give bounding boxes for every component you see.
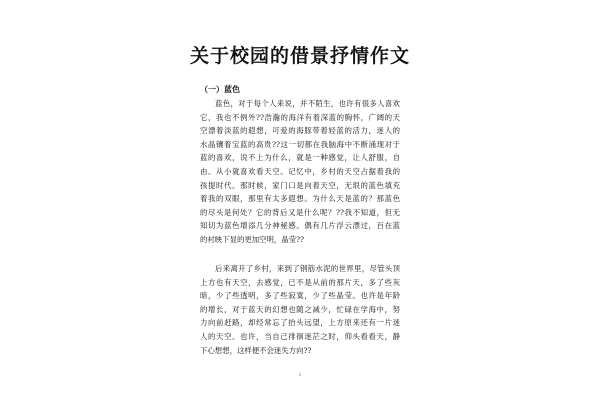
paragraph-line: 孩提时代。那时候，家门口是向着天空，无垠的蓝色填充 <box>200 180 400 190</box>
paragraph-line: 由。从小就喜欢看天空。记忆中，乡村的天空占据着我的 <box>200 166 400 176</box>
paragraph-line: 下心想想，这样便不会迷失方向?? <box>200 345 312 355</box>
document-title: 关于校园的借景抒情作文 <box>189 45 410 67</box>
paragraph-line: 蓝的喜欢，说不上为什么，就是一种感觉，让人舒服，自 <box>200 153 400 163</box>
paragraph-line: 后来离开了乡村，来到了钢筋水泥的世界里，尽管头顶 <box>215 264 400 273</box>
paragraph-line: 着我的双眼，那里有太多遐想。为什么天是蓝的？那蓝色 <box>200 194 400 204</box>
paragraph-line: 的衬映下显的更加空明，晶莹?? <box>200 234 305 244</box>
section-heading: （一）蓝色 <box>200 84 240 94</box>
paragraph-line: 空漂着淡蓝的遐想，可爱的海豚带着轻蓝的活力，迷人的 <box>200 126 400 136</box>
paragraph-line: 蓝色，对于每个人来说，并不陌生，也许有很多人喜欢 <box>215 99 400 108</box>
paragraph-1 <box>200 97 400 247</box>
paragraph-line: 的尽头是何处？它的背后又是什么呢？??我不知道，但无 <box>200 207 400 217</box>
paragraph-line: 暗，少了些透明，多了些寂寞，少了些晶莹。也许是年龄 <box>200 291 400 301</box>
paragraph-2 <box>200 262 400 357</box>
paragraph-line: 水晶镶着宝蓝的高贵??这一切都在我脑海中不断涌现对于 <box>200 139 400 149</box>
paragraph-line: 力向前赶路，却经常忘了抬头远望，上方原来还有一片迷 <box>200 318 400 328</box>
paragraph-line: 它，我也不例外??浩瀚的海洋有着深蓝的胸怀，广阔的天 <box>200 112 400 122</box>
paragraph-line: 人的天空。也许，当自己徘徊迷茫之时，仰头看看天，静 <box>200 331 400 341</box>
paragraph-line: 上方也有天空，去感觉，已不是从前的那片天，多了些灰 <box>200 277 400 287</box>
paragraph-line: 的增长，对于蓝天的幻想也随之减少，忙碌在学海中，努 <box>200 304 400 314</box>
page-number: 1 <box>298 372 302 377</box>
paragraph-line: 知切为蓝色增添几分神秘感。偶有几片浮云漂过，百在蓝 <box>200 221 400 231</box>
